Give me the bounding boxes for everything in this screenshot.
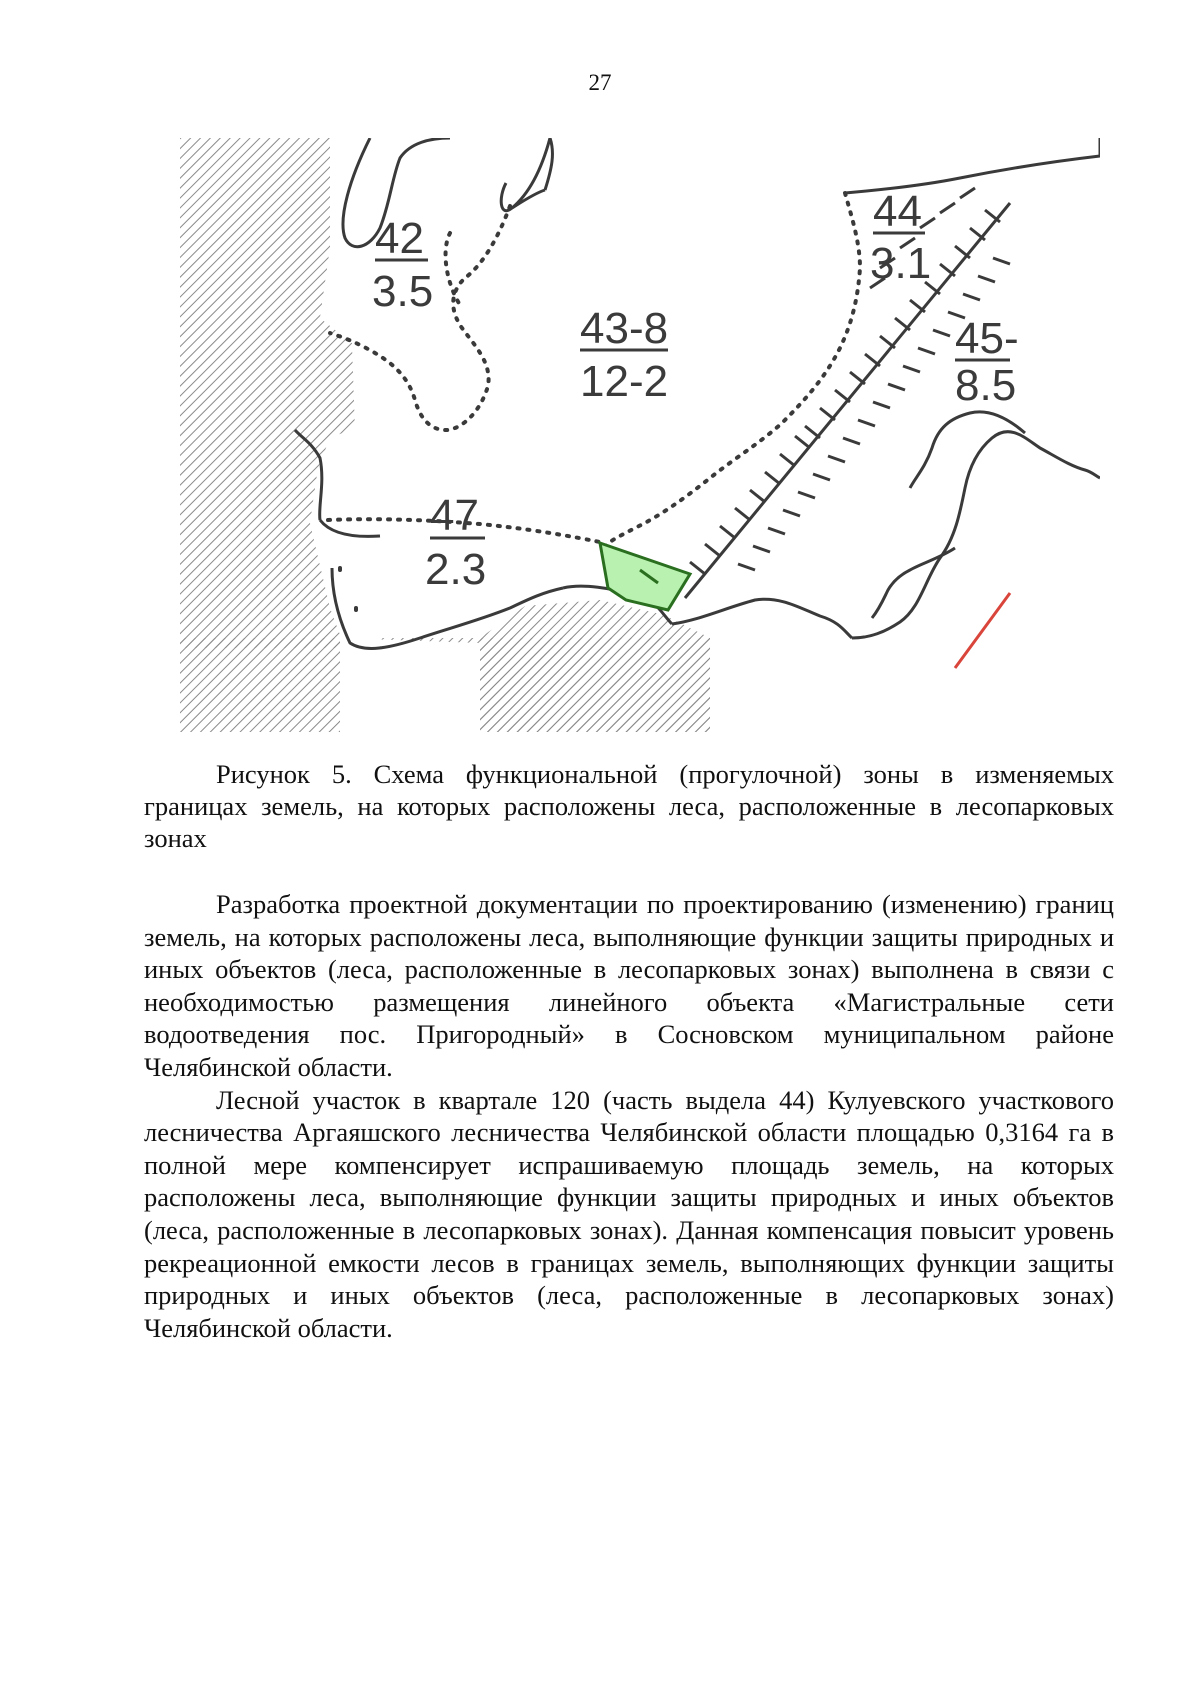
parcel-47-quarter: 47	[430, 491, 479, 540]
parcel-42-quarter: 42	[375, 214, 424, 263]
parcel-45-area: 8.5	[955, 361, 1017, 410]
page-number: 27	[588, 70, 612, 95]
parcel-44-quarter: 44	[873, 187, 922, 236]
map-svg	[180, 138, 1100, 732]
paragraph: Разработка проектной документации по проектированию (изменению) границ земель, на которых расположены леса, выполняющие функции защиты природных и иных объектов (леса, расположенные в лесопарковых зонах) выполнена в связи с необходимостью размещения линейного объекта «Магистральные сети водоотведения пос. Пригородный» в Сосновском муниципальном районе Челябинской области.	[144, 889, 1114, 1082]
parcel-44-area: 3.1	[870, 239, 932, 288]
paragraph: Лесной участок в квартале 120 (часть выдела 44) Кулуевского участкового лесничества Аргаяшского лесничества Челябинской области площадью 0,3164 га в полной мере компенсирует испрашиваемую площадь земель, на которых расположены леса, выполняющие функции защиты природных и иных объектов (леса, расположенные в лесопарковых зонах). Данная компенсация повысит уровень рекреационной емкости лесов в границах земель, выполняющих функции защиты природных и иных объектов (леса, расположенные в лесопарковых зонах) Челябинской области.	[144, 1084, 1114, 1343]
body-text	[144, 888, 1114, 1344]
parcel-45-quarter: 45-	[955, 314, 1019, 363]
figure-caption: Рисунок 5. Схема функциональной (прогулочной) зоны в изменяемых границах земель, на которых расположены леса, расположенные в лесопарковых зонах	[144, 759, 1114, 853]
hatched-area-south	[480, 600, 710, 732]
land-area-south	[340, 638, 480, 732]
parcel-42-area: 3.5	[372, 267, 434, 316]
parcel-47-area: 2.3	[425, 545, 487, 594]
parcel-43-8-area: 12-2	[580, 357, 669, 406]
parcel-43-8-quarter: 43-8	[580, 304, 669, 353]
parcel-label-45	[955, 314, 1019, 410]
forest-parcel-map	[180, 138, 1100, 732]
